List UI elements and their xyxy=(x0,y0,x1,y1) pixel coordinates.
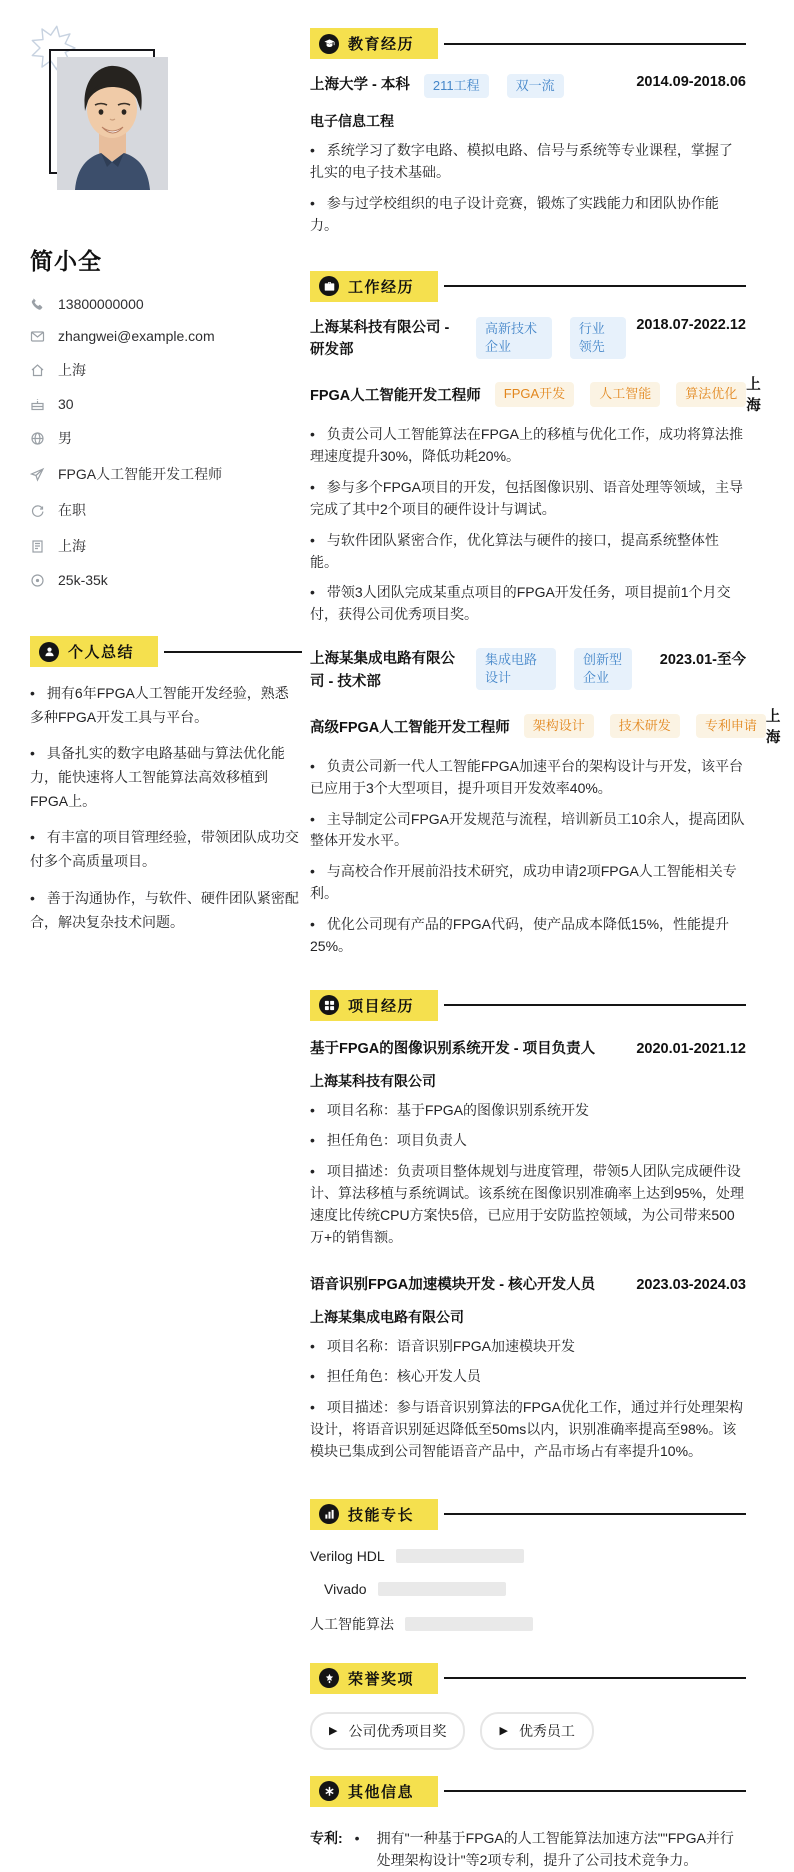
section-skills xyxy=(310,1499,746,1651)
work-entry-header xyxy=(310,648,746,693)
work-date: 2023.01-至今 xyxy=(659,652,746,669)
personal-summary-body xyxy=(30,681,302,934)
bullet-dot: • xyxy=(310,863,315,880)
education-badge xyxy=(310,28,438,59)
profile-photo xyxy=(57,57,168,190)
role-tag: 技术研发 xyxy=(610,714,680,738)
medal-icon xyxy=(319,1668,339,1688)
section-honors xyxy=(310,1663,746,1750)
bullet-dot: • xyxy=(310,531,315,548)
section-education xyxy=(310,28,746,237)
company-name: 上海某科技有限公司 - 研发部 xyxy=(310,319,450,358)
contact-job-title xyxy=(30,464,302,484)
skills-header xyxy=(310,1499,746,1530)
bullet-dot: • xyxy=(310,479,315,496)
honor-pills xyxy=(310,1712,746,1750)
honor-pill[interactable] xyxy=(310,1712,465,1750)
patent-text: 拥有"一种基于FPGA的人工智能算法加速方法""FPGA并行处理架构设计"等2项专利，提升了公司技术竞争力。 xyxy=(376,1829,734,1869)
skill-name: Vivado xyxy=(324,1580,367,1597)
honor-pill[interactable] xyxy=(480,1712,593,1750)
bullet-dot: • xyxy=(310,1163,315,1180)
section-rule xyxy=(444,285,746,287)
contact-city xyxy=(30,536,302,556)
right-column xyxy=(310,0,781,1872)
phone-icon xyxy=(30,297,45,312)
play-icon: ▶ xyxy=(499,1725,508,1738)
section-personal-summary xyxy=(30,636,302,934)
project-bullet-text: 担任角色：项目负责人 xyxy=(326,1132,467,1149)
skill-name: 人工智能算法 xyxy=(310,1615,394,1632)
summary-bullet-text: 善于沟通协作，与软件、硬件团队紧密配合，解决复杂技术问题。 xyxy=(30,889,299,930)
contact-salary-value: 25k-35k xyxy=(58,572,108,588)
company-tag: 高新技术企业 xyxy=(476,317,552,359)
summary-bullet xyxy=(30,886,302,934)
contact-email-value: zhangwei@example.com xyxy=(58,328,215,344)
project-name: 基于FPGA的图像识别系统开发 - 项目负责人 xyxy=(310,1040,596,1057)
patent-row xyxy=(310,1827,746,1872)
honors-badge xyxy=(310,1663,438,1694)
graduation-cap-icon xyxy=(319,34,339,54)
work-bullet-text: 负责公司人工智能算法在FPGA上的移植与优化工作，成功将算法推理速度提升30%，降低功耗20%。 xyxy=(310,426,744,465)
project-name: 语音识别FPGA加速模块开发 - 核心开发人员 xyxy=(310,1276,596,1293)
other-info-header xyxy=(310,1776,746,1807)
projects-title: 项目经历 xyxy=(348,997,415,1015)
skill-name: Verilog HDL xyxy=(310,1547,385,1564)
section-rule xyxy=(444,1790,746,1792)
work-bullet xyxy=(310,914,746,958)
education-bullet-text: 参与过学校组织的电子设计竞赛，锻炼了实践能力和团队协作能力。 xyxy=(310,194,719,233)
skill-bar-track xyxy=(405,1617,533,1631)
role-tag: 架构设计 xyxy=(524,714,594,738)
contact-home-location xyxy=(30,360,302,380)
work-bullet-text: 负责公司新一代人工智能FPGA加速平台的架构设计与开发，该平台已应用于3个大型项目，提升项目开发效率40%。 xyxy=(310,758,744,796)
company-tags xyxy=(476,648,632,690)
summary-bullet-text: 具备扎实的数字电路基础与算法优化能力，能快速将人工智能算法高效移植到FPGA上。 xyxy=(30,745,285,810)
bullet-dot: • xyxy=(310,1132,315,1149)
bullet-dot: • xyxy=(310,1399,315,1416)
contact-phone xyxy=(30,296,302,312)
other-info-title: 其他信息 xyxy=(348,1783,415,1801)
skill-item xyxy=(310,1614,528,1634)
play-icon: ▶ xyxy=(329,1725,338,1738)
email-icon xyxy=(30,329,45,344)
project-bullet-text: 担任角色：核心开发人员 xyxy=(326,1368,481,1385)
patent-item xyxy=(355,1827,746,1872)
work-title: 工作经历 xyxy=(348,278,415,296)
contact-status xyxy=(30,500,302,520)
status-icon xyxy=(30,503,45,518)
work-bullet xyxy=(310,582,746,626)
company-name: 上海某集成电路有限公司 - 技术部 xyxy=(310,651,455,690)
briefcase-icon xyxy=(319,276,339,296)
summary-bullet-text: 拥有6年FPGA人工智能开发经验，熟悉多种FPGA开发工具与平台。 xyxy=(30,685,289,726)
bullet-dot: • xyxy=(30,829,35,846)
work-role-row xyxy=(310,373,761,415)
candidate-name: 简小全 xyxy=(30,248,102,274)
bullet-dot: • xyxy=(30,685,35,701)
project-date: 2023.03-2024.03 xyxy=(636,1276,746,1293)
work-bullet-text: 优化公司现有产品的FPGA代码，使产品成本降低15%，性能提升25%。 xyxy=(310,915,730,954)
skills-title: 技能专长 xyxy=(348,1506,415,1524)
honor-label: 公司优秀项目奖 xyxy=(348,1722,447,1739)
age-icon xyxy=(30,397,45,412)
role-tag: 算法优化 xyxy=(676,382,746,406)
role-title: FPGA人工智能开发工程师 xyxy=(310,387,481,404)
salary-icon xyxy=(30,573,45,588)
company-tag: 集成电路设计 xyxy=(476,648,556,690)
project-bullet-text: 项目名称：语音识别FPGA加速模块开发 xyxy=(326,1337,576,1354)
work-bullet-text: 与高校合作开展前沿技术研究，成功申请2项FPGA人工智能相关专利。 xyxy=(310,863,737,902)
bullet-dot: • xyxy=(310,810,315,827)
skills-grid xyxy=(310,1548,746,1651)
personal-summary-title: 个人总结 xyxy=(68,644,135,661)
work-date: 2018.07-2022.12 xyxy=(636,316,746,333)
contact-home-value: 上海 xyxy=(58,362,86,378)
skills-badge xyxy=(310,1499,438,1530)
school-tag: 211工程 xyxy=(424,74,489,98)
bar-chart-icon xyxy=(319,1504,339,1524)
bullet-dot: • xyxy=(310,1337,315,1354)
work-bullet-text: 与软件团队紧密合作，优化算法与硬件的接口，提高系统整体性能。 xyxy=(310,531,719,570)
school-name: 上海大学 - 本科 xyxy=(310,77,410,93)
city-icon xyxy=(30,539,45,554)
section-projects xyxy=(310,990,746,1463)
work-badge xyxy=(310,271,438,302)
school-tags xyxy=(424,74,564,98)
project-date: 2020.01-2021.12 xyxy=(636,1040,746,1057)
section-work xyxy=(310,271,781,958)
section-rule xyxy=(444,1677,746,1679)
gender-icon xyxy=(30,431,45,446)
skill-bar-track xyxy=(378,1582,506,1596)
section-rule xyxy=(444,43,746,45)
summary-bullet xyxy=(30,825,302,873)
project-company: 上海某集成电路有限公司 xyxy=(310,1308,464,1325)
honors-title: 荣誉奖项 xyxy=(348,1670,415,1688)
work-bullet xyxy=(310,809,746,853)
personal-summary-badge xyxy=(30,636,158,667)
asterisk-icon xyxy=(319,1781,339,1801)
project-bullet xyxy=(310,1161,746,1248)
work-entry-header xyxy=(310,317,746,362)
contact-age xyxy=(30,396,302,412)
patent-label: 专利: xyxy=(310,1829,343,1846)
education-bullet xyxy=(310,140,746,184)
work-bullet xyxy=(310,477,746,521)
work-location: 上海 xyxy=(746,377,761,415)
work-header xyxy=(310,271,746,302)
honor-label: 优秀员工 xyxy=(518,1722,575,1739)
role-tag: 专利申请 xyxy=(696,714,766,738)
bullet-dot: • xyxy=(310,915,315,932)
summary-bullet-text: 有丰富的项目管理经验，带领团队成功交付多个高质量项目。 xyxy=(30,829,299,870)
education-date: 2014.09-2018.06 xyxy=(636,74,746,90)
major-name: 电子信息工程 xyxy=(310,113,394,130)
person-icon xyxy=(39,642,59,662)
project-bullet xyxy=(310,1130,746,1152)
contact-salary xyxy=(30,572,302,588)
education-bullet-text: 系统学习了数字电路、模拟电路、信号与系统等专业课程，掌握了扎实的电子技术基础。 xyxy=(310,142,733,181)
contact-gender-value: 男 xyxy=(58,430,72,446)
role-tag: FPGA开发 xyxy=(495,382,574,406)
contact-job-title-value: FPGA人工智能开发工程师 xyxy=(58,466,223,482)
company-tags xyxy=(476,317,626,359)
role-tags xyxy=(495,382,746,406)
project-bullet xyxy=(310,1336,746,1358)
bullet-dot: • xyxy=(310,142,315,159)
contact-phone-value: 13800000000 xyxy=(58,296,144,312)
personal-summary-header xyxy=(30,636,302,667)
contact-list xyxy=(30,296,302,588)
contact-email xyxy=(30,328,302,344)
role-tags xyxy=(524,714,766,738)
project-header xyxy=(310,1273,746,1294)
section-rule xyxy=(164,651,302,653)
education-title: 教育经历 xyxy=(348,36,415,53)
work-bullet xyxy=(310,424,746,468)
summary-bullet xyxy=(30,681,302,729)
project-header xyxy=(310,1037,746,1058)
job-title-icon xyxy=(30,467,45,482)
work-bullet-text: 参与多个FPGA项目的开发，包括图像识别、语音处理等领域，主导完成了其中2个项目的硬件设计与调试。 xyxy=(310,479,744,517)
bullet-dot: • xyxy=(354,1829,360,1846)
contact-age-value: 30 xyxy=(58,396,74,412)
work-bullet-text: 带领3人团队完成某重点项目的FPGA开发任务，项目提前1个月交付，获得公司优秀项目奖。 xyxy=(310,584,731,623)
bullet-dot: • xyxy=(30,889,35,906)
bullet-dot: • xyxy=(310,194,315,211)
role-tag: 人工智能 xyxy=(590,382,660,406)
work-bullet xyxy=(310,530,746,574)
project-bullet xyxy=(310,1100,746,1122)
work-location: 上海 xyxy=(765,709,781,746)
grid-icon xyxy=(319,995,339,1015)
work-bullet-text: 主导制定公司FPGA开发规范与流程，培训新员工10余人，提高团队整体开发水平。 xyxy=(310,810,745,849)
skill-item xyxy=(324,1581,542,1597)
bullet-dot: • xyxy=(310,426,315,443)
skill-bar-track xyxy=(396,1549,524,1563)
project-bullet xyxy=(310,1366,746,1388)
project-bullet-text: 项目描述：负责项目整体规划与进度管理，带领5人团队完成硬件设计、算法移植与系统调试。该系统在图像识别准确率上达到95%，处理速度比传统CPU方案快5倍，已应用于安防监控领域，为公司带来500万+的销售额。 xyxy=(310,1163,745,1245)
contact-gender xyxy=(30,428,302,448)
bullet-dot: • xyxy=(30,745,35,762)
work-bullet xyxy=(310,756,746,800)
left-column xyxy=(30,0,302,946)
education-entry-header xyxy=(310,74,746,98)
work-role-row xyxy=(310,705,781,747)
bullet-dot: • xyxy=(310,758,315,774)
work-bullet xyxy=(310,861,746,905)
contact-city-value: 上海 xyxy=(58,538,86,554)
project-bullet-text: 项目名称：基于FPGA的图像识别系统开发 xyxy=(326,1101,590,1118)
bullet-dot: • xyxy=(310,1368,315,1385)
section-rule xyxy=(444,1004,746,1006)
company-tag: 行业领先 xyxy=(570,317,627,359)
education-bullet xyxy=(310,193,746,237)
skill-item xyxy=(310,1548,528,1564)
section-rule xyxy=(444,1513,746,1515)
project-bullet-text: 项目描述：参与语音识别算法的FPGA优化工作，通过并行处理架构设计，将语音识别延迟降低至50ms以内，识别准确率提高至98%。该模块已集成到公司智能语音产品中，产品市场占有率提升10%。 xyxy=(310,1399,744,1459)
projects-badge xyxy=(310,990,438,1021)
bullet-dot: • xyxy=(310,1101,315,1118)
project-company: 上海某科技有限公司 xyxy=(310,1072,436,1089)
honors-header xyxy=(310,1663,746,1694)
projects-header xyxy=(310,990,746,1021)
home-icon xyxy=(30,363,45,378)
other-info-badge xyxy=(310,1776,438,1807)
education-header xyxy=(310,28,746,59)
section-other-info xyxy=(310,1776,746,1872)
photo-block xyxy=(30,25,302,221)
role-title: 高级FPGA人工智能开发工程师 xyxy=(310,719,510,736)
company-tag: 创新型企业 xyxy=(574,648,632,690)
bullet-dot: • xyxy=(310,584,315,601)
contact-status-value: 在职 xyxy=(58,502,86,518)
school-tag: 双一流 xyxy=(507,74,564,98)
project-bullet xyxy=(310,1397,746,1462)
summary-bullet xyxy=(30,741,302,813)
